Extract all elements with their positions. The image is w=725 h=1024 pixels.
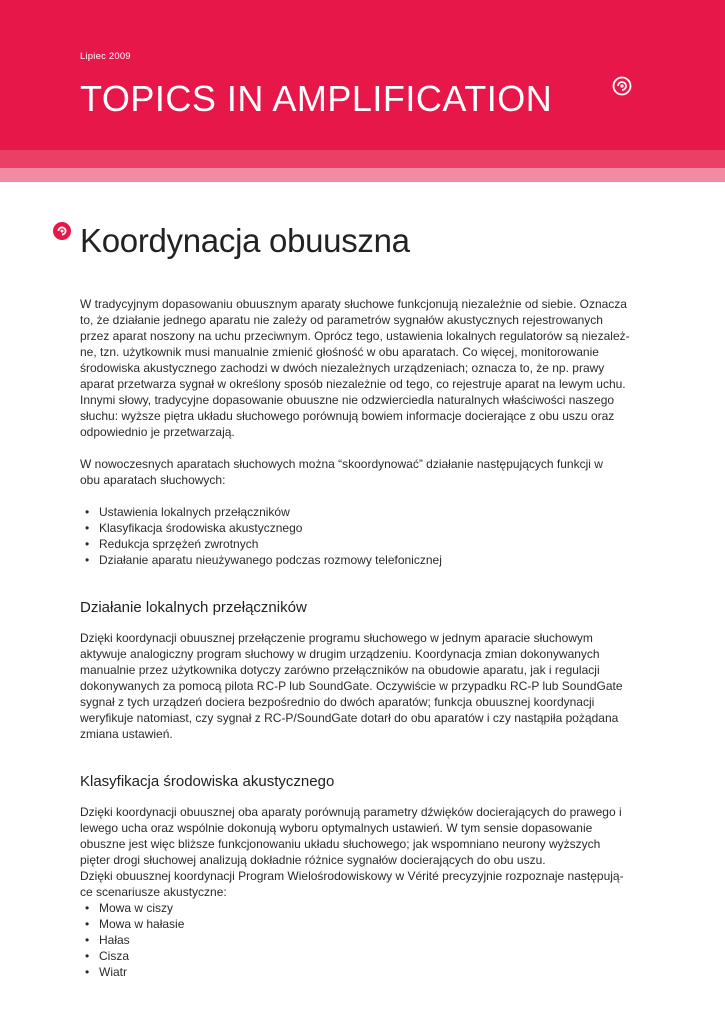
heading-swirl-icon [53,222,71,240]
feature-list [80,504,642,568]
header-stripe-light [0,168,725,182]
issue-date: Lipiec 2009 [80,51,131,62]
list-item: • Wiatr [99,964,642,980]
brand-swirl-icon [612,76,632,96]
scenario-list [80,900,642,980]
intro-paragraph-2: W nowoczesnych aparatach słuchowych można “skoordynować” działanie następujących funkcji w obu aparatach słuchowych: [80,457,603,487]
list-item: • Cisza [99,948,642,964]
list-item: • Klasyfikacja środowiska akustycznego [99,520,642,536]
list-item: • Mowa w hałasie [99,916,642,932]
section-heading-acoustic-classification: Klasyfikacja środowiska akustycznego [80,773,335,790]
intro-paragraph-1: W tradycyjnym dopasowaniu obuusznym aparaty słuchowe funkcjonują niezależnie od siebie. Oznacza to, że działanie jednego aparatu nie zależy od parametrów sygnałów akustycznych rejestrowanych przez aparat noszony na uchu przeciwnym. Oprócz tego, ustawienia lokalnych regulatorów są niezależ- ne, tzn. użytkownik musi manualnie zmienić głośność w obu aparatach. Co więcej, monitorowanie środowiska akustycznego zachodzi w dwóch niezależnych urządzeniach; oznacza to, że np. prawy aparat przetwarza sygnał w określony sposób niezależnie od tego, co rejestruje aparat na lewym uchu. Innymi słowy, tradycyjne dopasowanie obuuszne nie odzwierciedla naturalnych właściwości naszego słuchu: wyższe piętra układu słuchowego porównują bowiem informacje docierające z obu uszu oraz odpowiednio je przetwarzają. [80,297,630,439]
list-item: • Ustawienia lokalnych przełączników [99,504,642,520]
list-item: • Hałas [99,932,642,948]
list-item: • Mowa w ciszy [99,900,642,916]
publication-title: TOPICS IN AMPLIFICATION [80,78,553,119]
section-2-paragraph: Dzięki koordynacji obuusznej oba aparaty porównują parametry dźwięków docierających do prawego i lewego ucha oraz wspólnie dokonują wyboru optymalnych ustawień. W tym sensie dopasowanie obuszne jest więc bliższe funkcjonowaniu układu słuchowego; jak wspomniano neurony wyższych pięter drogi słuchowej analizują dokładnie różnice sygnałów docierających do obu uszu. Dzięki obuusznej koordynacji Program Wielośrodowiskowy w Vérité precyzyjnie rozpoznaje następują- ce scenariusze akustyczne: [80,805,624,899]
list-item: • Redukcja sprzężeń zwrotnych [99,536,642,552]
list-item: • Działanie aparatu nieużywanego podczas rozmowy telefonicznej [99,552,642,568]
page-title: Koordynacja obuuszna [80,222,410,259]
section-heading-local-switches: Działanie lokalnych przełączników [80,599,307,616]
section-1-paragraph: Dzięki koordynacji obuusznej przełączenie programu słuchowego w jednym aparacie słuchowym aktywuje analogiczny program słuchowy w drugim urządzeniu. Koordynacja zmian dokonywanych manualnie przez użytkownika dotyczy zarówno przełączników na obudowie aparatu, jak i regulacji dokonywanych za pomocą pilota RC-P lub SoundGate. Oczywiście w przypadku RC-P lub SoundGate sygnał z tych urządzeń dociera bezpośrednio do dwóch aparatów; funkcja obuusznej koordynacji weryfikuje natomiast, czy sygnał z RC-P/SoundGate dotarł do obu aparatów i czy nastąpiła pożądana zmiana ustawień. [80,631,623,741]
header-stripe [0,150,725,168]
article-body [80,296,642,980]
